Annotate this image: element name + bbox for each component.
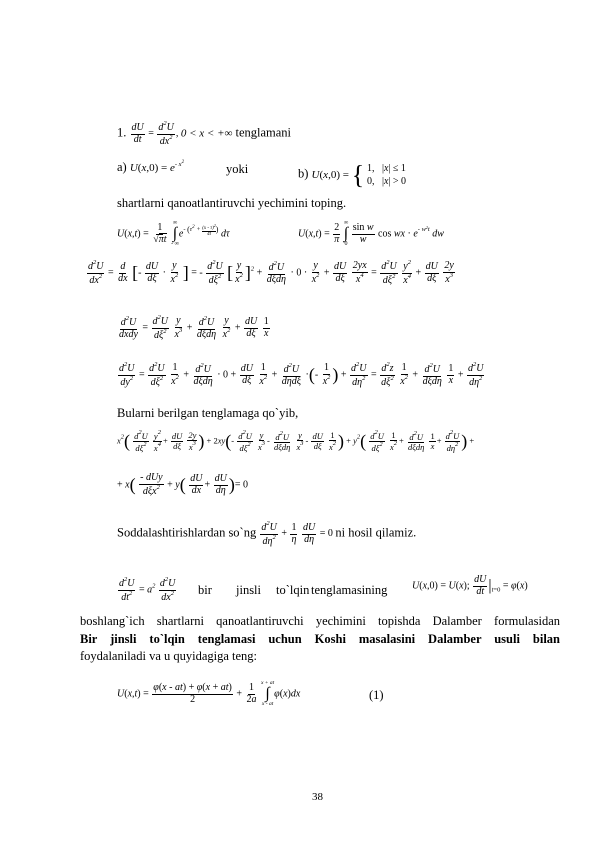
second-derivative-y: $\frac{d^2U}{dy^2}$ = $\frac{d^2U}{d\xi^2}$ $\frac{1}{x^2}$ + $\frac{d^2U}{\text{dξdη}}$ · 0 + $\frac{dU}{d\xi}$ $\frac{1}{x^2}$ + $\frac{d^2U}{\text{dηdξ}}$ ·(- $\frac{1}{x^2}$ ) + $\frac{d^2U}{d\eta^2}$ = $\frac{d^2z}{d\xi^2}$ $\frac{1}{x^2}$ + $\frac{d^2U}{\text{dξdη}}$ $\frac{1}{x}$ + $\frac{d^2U}{d\eta^2}$ [119, 361, 484, 388]
substituted-equation: $x^2$( $\frac{d^2U}{d\xi^2}$ $\frac{y^2}{x^4}$ + $\frac{dU}{d\xi}$ $\frac{2y}{x^3}$ ) + 2xy(- $\frac{d^2U}{d\xi^2}$ $\frac{y}{x^3}$ - $\frac{d^2U}{\text{dξdη}}$ $\frac{y}{x^3}$ - $\frac{dU}{d\xi}$ $\frac{1}{x^2}$ ) + $y^2$( $\frac{d^2U}{d\xi^2}$ $\frac{1}{x^2}$ + $\frac{d^2U}{\text{dξdη}}$ $\frac{1}{x}$ + $\frac{d^2U}{d\eta^2}$ ) + [117, 429, 475, 453]
paragraph-line-3: foydalaniladi va u quyidagiga teng: [80, 649, 258, 663]
solution-formula-a: U(x,t) = $\frac{1}{√\pi t}$ ∞ ∫ - ∞ $e^{- (\tau^2 + \frac{(x - \tau)^2}{4t} )}$ dτ [117, 220, 230, 247]
domain-condition: 0 < x < +∞ [180, 127, 233, 140]
paragraph-line-1: boshlang`ich shartlarni qanoatlantiruvchi yechimini topishda Dalamber formulasidan [80, 614, 560, 628]
wave-word-3: to`lqin [276, 583, 310, 597]
simplified-equation: $\frac{d^2U}{d\eta^2}$ + $\frac{1}{\eta}$ $\frac{dU}{d\eta}$ = 0 [261, 520, 333, 547]
paragraph [80, 613, 560, 666]
paragraph-bold-line: Bir jinsli to`lqin tenglamasi uchun Koshi masalasini Dalamber usuli bilan [80, 631, 560, 646]
case-a [117, 160, 184, 175]
item-1-line [117, 121, 291, 147]
simplify-text: Soddalashtirishlardan so`ng [117, 525, 257, 540]
dalembert-formula: U(x,t) = $\frac{\varphi(x - at) + \varphi(x + at)}{2}$ + $\frac{1}{2a}$ x + at ∫ x - at φ(x)dx [117, 680, 301, 707]
equation-number: (1) [369, 688, 384, 702]
case-b [298, 160, 406, 190]
second-derivative-x: $\frac{d^2U}{dx^2}$ = $\frac{d}{dx}$ [- $\frac{dU}{d\xi}$ · $\frac{y}{x^2}$ ] = - $\frac{d^2U}{d\xi^2}$ [ $\frac{y}{x^2}$ ]$^2$ + $\frac{d^2U}{\text{dξdη}}$ · 0 · $\frac{y}{x^2}$ + $\frac{dU}{d\xi}$ $\frac{2yx}{x^4}$ = $\frac{d^2U}{d\xi^2}$ $\frac{y^2}{x^4}$ + $\frac{dU}{d\xi}$ $\frac{2y}{x^3}$ [88, 259, 454, 286]
wave-word-4: tenglamasining [311, 583, 388, 597]
case-a-label: a) [117, 160, 127, 174]
tenglamani-word: tenglamani [235, 125, 292, 140]
wave-word-1: bir [198, 583, 212, 597]
case-b-label: b) [298, 166, 309, 181]
wave-initial-conditions: U(x,0) = U(x); $\frac{dU}{dt}$ $|_{t=0} = \varphi(x)$ [412, 574, 528, 597]
substituted-equation-cont: + x( $\frac{\text{- dUy}}{d\xi x^2}$ + y( $\frac{dU}{dx}$ + $\frac{dU}{d\eta}$ )= 0 [117, 472, 248, 497]
initial-condition-a: $U(x,0) = e^{- x^2}$ [129, 160, 185, 174]
solution-formula-b: U(x,t) = $\frac{2}{\pi}$ ∞ ∫ 0 $\frac{\text{sin w}}{w}$ cos wx · $e^{- w^2t}$ dw [298, 220, 444, 247]
item-number: 1. [117, 125, 127, 140]
simplify-suffix: ni hosil qilamiz. [335, 525, 417, 540]
simplify-line [117, 521, 416, 547]
wave-equation: $\frac{d^2U}{dt^2}$ = $a^2$ $\frac{d^2U}{dx^2}$ [119, 576, 176, 603]
initial-condition-b: U(x,0) = { 1, |x| ≤ 1 0, |x| > 0 [311, 160, 407, 189]
yoki-word: yoki [226, 162, 249, 176]
bularni-text: Bularni berilgan tenglamaga qo`yib, [117, 406, 299, 420]
page-number: 38 [312, 791, 323, 803]
solution-intro: shartlarni qanoatlantiruvchi yechimini toping. [117, 196, 347, 210]
mixed-derivative: $\frac{d^2U}{\text{dxdy}}$ = $\frac{d^2U}{d\xi^2}$ $\frac{y}{x^3}$ + $\frac{d^2U}{\text{dξdη}}$ $\frac{y}{x^2}$ + $\frac{dU}{d\xi}$ $\frac{1}{x}$ [119, 314, 269, 341]
wave-word-2: jinsli [236, 583, 262, 597]
heat-equation: $\frac{dU}{dt}$ = $\frac{d^2U}{dx^2}$ , [131, 120, 181, 147]
